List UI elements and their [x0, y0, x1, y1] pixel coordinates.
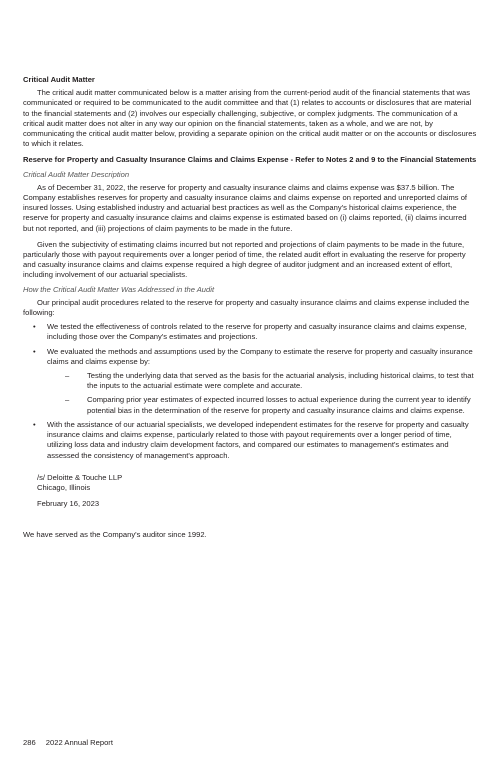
sub-list-item	[57, 371, 479, 391]
signature-firm: /s/ Deloitte & Touche LLP	[37, 472, 123, 482]
signature-date: February 16, 2023	[37, 499, 100, 509]
sub-procedures-list	[47, 371, 479, 416]
dash-marker: –	[65, 371, 70, 381]
intro-paragraph: The critical audit matter communicated below is a matter arising from the current-period audit of the financial statements that was communicated or required to be communicated to the audit committee and that (1) relates to accounts or disclosures that are material to the financial statements and (2) involves our especially challenging, subjective, or complex judgments. The communication of a critical audit matter does not alter in any way our opinion on the financial statements, taken as a whole, and we are not, by communicating the critical audit matter below, providing a separate opinion on the critical audit matter or on the accounts or disclosures to which it relates.	[23, 88, 477, 149]
subheading-addressed: How the Critical Audit Matter Was Addressed in the Audit	[23, 284, 215, 294]
bullet-marker: •	[33, 419, 36, 429]
list-item-text: We evaluated the methods and assumptions used by the Company to estimate the reserve for property and casualty insurance claims and claims expense by:	[47, 346, 473, 366]
page-number: 286	[23, 738, 36, 747]
report-title: 2022 Annual Report	[45, 738, 113, 747]
list-item	[23, 420, 479, 461]
signature-block	[23, 473, 479, 510]
heading-reserve-matter: Reserve for Property and Casualty Insurance Claims and Claims Expense - Refer to Notes 2 and 9 to the Financial Statements	[23, 155, 477, 165]
signature-location: Chicago, Illinois	[37, 482, 91, 492]
description-paragraph-2: Given the subjectivity of estimating claims incurred but not reported and projections of claim payments to be made in the future, particularly those with payout requirements over a longer period of time, the related audit effort in evaluating the reserve for property and casualty insurance claims and claims expense required a high degree of auditor judgment and an increased extent of effort, including involvement of our actuarial specialists.	[23, 239, 466, 280]
auditor-tenure: We have served as the Company's auditor since 1992.	[23, 530, 207, 540]
procedures-intro: Our principal audit procedures related to the reserve for property and casualty insurance claims and claims expense included the following:	[23, 297, 470, 318]
bullet-marker: •	[33, 322, 36, 332]
sub-list-item	[57, 395, 479, 415]
list-item	[23, 322, 479, 342]
sub-list-item-text: Testing the underlying data that served as the basis for the actuarial analysis, including historical claims, to test that the inputs to the actuarial estimate were complete and accurate.	[87, 371, 474, 391]
description-paragraph-1: As of December 31, 2022, the reserve for property and casualty insurance claims and claims expense was $37.5 billion. The Company establishes reserves for property and casualty insurance claims and claims expense on reported and unreported claims of insured losses. Using established industry and actuarial best practices as well as the Company's historical claims experience, the reserve for property and casualty insurance claims and claims expense is estimated based on (i) claims reported, (ii) claims incurred but not reported, and (iii) projections of claim payments to be made in the future.	[23, 182, 468, 233]
report-body	[23, 68, 479, 541]
bullet-marker: •	[33, 346, 36, 356]
dash-marker: –	[65, 395, 70, 405]
list-item-text: We tested the effectiveness of controls related to the reserve for property and casualty insurance claims and claims expense, including those over the Company's estimates and projections.	[47, 322, 467, 342]
subheading-description: Critical Audit Matter Description	[23, 169, 130, 179]
list-item-text: With the assistance of our actuarial specialists, we developed independent estimates for the reserve for property and casualty insurance claims and claims expense, particularly related to those with payout requirements over a longer period of time, utilizing loss data and industry claim development factors, and compared our estimates to management's estimates and assessed the consistency of management's approach.	[47, 419, 469, 460]
heading-critical-audit-matter: Critical Audit Matter	[23, 75, 95, 84]
sub-list-item-text: Comparing prior year estimates of expected incurred losses to actual experience during the current year to identify potential bias in the determination of the reserve for property and casualty insurance claims and claims expense.	[87, 395, 471, 415]
procedures-list	[23, 322, 479, 460]
list-item	[23, 347, 479, 416]
page-footer	[23, 738, 121, 747]
